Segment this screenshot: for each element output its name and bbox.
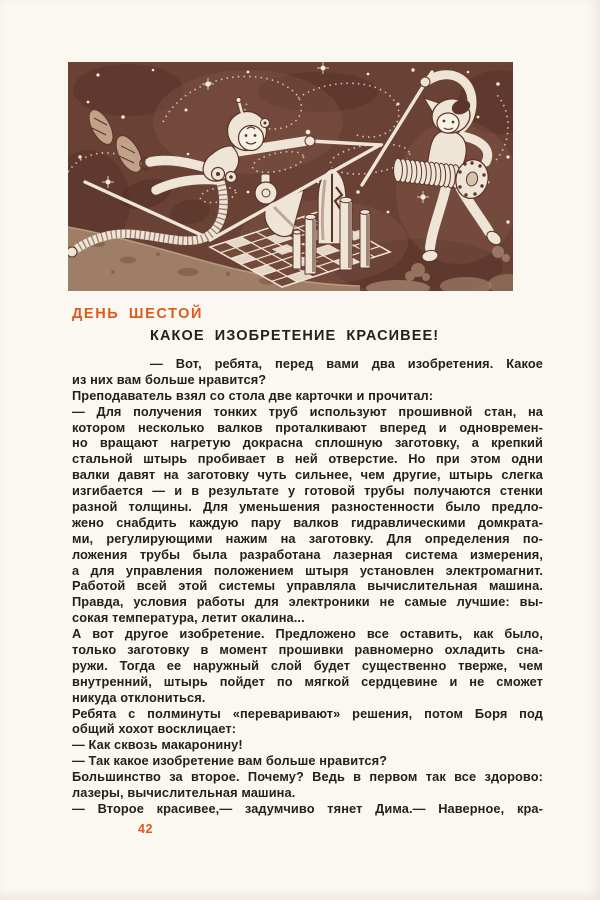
text-line: — Для получения тонких труб используют прошивной стан, на bbox=[72, 403, 543, 419]
chapter-heading: КАКОЕ ИЗОБРЕТЕНИЕ КРАСИВЕЕ! bbox=[150, 328, 440, 344]
text-line: стальной штырь пробивает в ней отверстие. Но при этом одни bbox=[72, 451, 543, 467]
text-line: Работой всей этой системы управляла вычислительная машина. bbox=[72, 578, 543, 594]
text-line: только заготовку в момент прошивки равномерно охладить сна- bbox=[72, 642, 543, 658]
text-line: разной толщины. Для уменьшения разностенности было предло- bbox=[72, 499, 543, 515]
text-line: ми, регулирующими нажим на заготовку. Для определения по- bbox=[72, 530, 543, 546]
text-line: валки давят на заготовку чуть сильнее, чем другие, штырь слегка bbox=[72, 467, 543, 483]
text-line: — Как сквозь макаронину! bbox=[72, 737, 243, 753]
text-line: Большинство за второе. Почему? Ведь в первом так все здорово: bbox=[72, 769, 543, 785]
text-line: из них вам больше нравится? bbox=[72, 371, 267, 387]
page-number: 42 bbox=[138, 822, 153, 836]
text-line: а для управления положением штыря установлен электромагнит. bbox=[72, 562, 543, 578]
text-line: никуда отклониться. bbox=[72, 689, 206, 705]
text-line: изгибается — и в результате у готовой трубы получаются стенки bbox=[72, 483, 543, 499]
text-line: но вращают нагретую докрасна сплошную заготовку, а крепкий bbox=[72, 435, 543, 451]
text-line: ружи. Тогда ее наружный слой будет существенно тверже, чем bbox=[72, 657, 543, 673]
text-line: А вот другое изобретение. Предложено все оставить, как было, bbox=[72, 626, 543, 642]
text-line: — Так какое изобретение вам больше нравится? bbox=[72, 753, 388, 769]
text-line: — Второе красивее,— задумчиво тянет Дима.— Наверное, кра- bbox=[72, 800, 543, 816]
text-line: сокая температура, летит окалина... bbox=[72, 610, 305, 626]
text-line: внутренний, штырь пойдет по мягкой сердцевине и не сможет bbox=[72, 673, 543, 689]
illustration-space-scene bbox=[68, 62, 513, 291]
text-line: Преподаватель взял со стола две карточки и прочитал: bbox=[72, 387, 434, 403]
text-line: ложения трубы была разработана лазерная система измерения, bbox=[72, 546, 543, 562]
space-scene-drawing bbox=[68, 62, 513, 291]
text-line: жено снабдить каждую пару валков гидравлическими домкрата- bbox=[72, 514, 543, 530]
text-line: котором несколько валков проталкивают вперед и одновремен- bbox=[72, 419, 543, 435]
text-line: Ребята с полминуты «переваривают» решения, потом Боря под bbox=[72, 705, 543, 721]
text-line: Правда, условия работы для электроники не самые лучшие: вы- bbox=[72, 594, 543, 610]
section-label: ДЕНЬ ШЕСТОЙ bbox=[72, 306, 204, 322]
text-line: общий хохот восклицает: bbox=[72, 721, 237, 737]
body-text bbox=[72, 356, 543, 817]
text-line: лазеры, вычислительная машина. bbox=[72, 785, 296, 801]
text-line: — Вот, ребята, перед вами два изобретения. Какое bbox=[150, 356, 543, 371]
